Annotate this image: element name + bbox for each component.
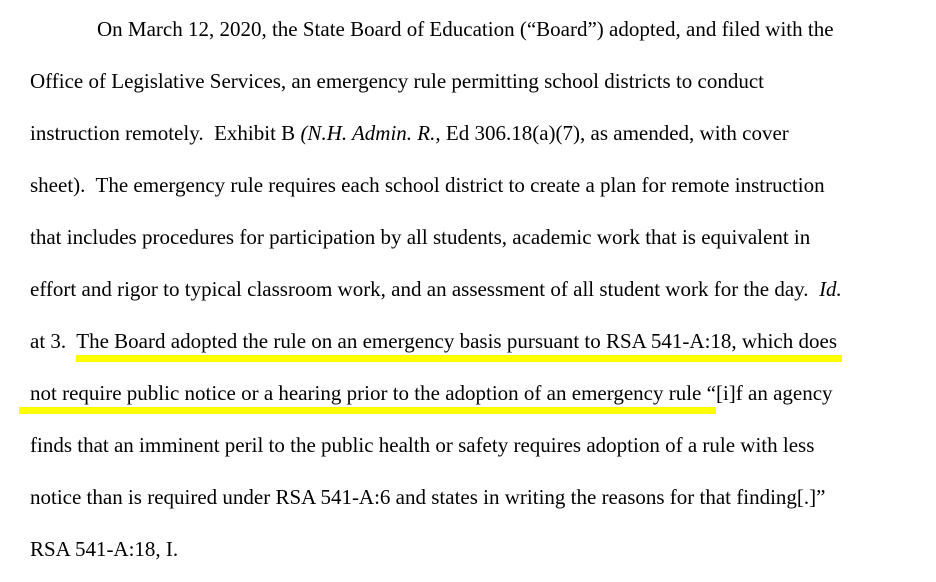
legal-paragraph bbox=[30, 3, 926, 575]
yellow-underline-annotation: not require public notice or a hearing prior to the adoption of an emergency rule “ bbox=[19, 381, 716, 414]
text-run: notice than is required under RSA 541-A:6 and states in writing the reasons for that finding[.]” bbox=[30, 485, 826, 509]
text-run: (N.H. Admin. R. bbox=[300, 121, 436, 145]
text-line bbox=[30, 211, 926, 263]
text-line bbox=[30, 367, 926, 419]
text-line bbox=[30, 159, 926, 211]
text-run: [i]f an agency bbox=[715, 381, 833, 405]
text-run: Id. bbox=[819, 277, 842, 301]
text-run: On March 12, 2020, the State Board of Education (“Board”) adopted, and filed with the bbox=[97, 17, 834, 41]
text-run: Office of Legislative Services, an emergency rule permitting school districts to conduct bbox=[30, 69, 765, 93]
text-run: at 3. bbox=[30, 329, 77, 353]
text-line bbox=[30, 523, 926, 575]
text-line bbox=[30, 107, 926, 159]
text-run: sheet). The emergency rule requires each school district to create a plan for remote instruction bbox=[30, 173, 825, 197]
text-line bbox=[30, 315, 926, 367]
text-run: finds that an imminent peril to the public health or safety requires adoption of a rule with less bbox=[30, 433, 815, 457]
text-run: instruction remotely. Exhibit B bbox=[30, 121, 301, 145]
text-run: RSA 541-A:18, I. bbox=[30, 537, 179, 561]
text-line bbox=[30, 471, 926, 523]
text-line bbox=[30, 263, 926, 315]
text-line bbox=[30, 55, 926, 107]
text-run: that includes procedures for participation by all students, academic work that is equivalent in bbox=[30, 225, 811, 249]
text-run: , Ed 306.18(a)(7), as amended, with cover bbox=[435, 121, 789, 145]
text-run: effort and rigor to typical classroom work, and an assessment of all student work for the day. bbox=[30, 277, 820, 301]
text-line bbox=[30, 3, 926, 55]
yellow-underline-annotation: The Board adopted the rule on an emergency basis pursuant to RSA 541-A:18, which does bbox=[76, 329, 842, 362]
text-line bbox=[30, 419, 926, 471]
